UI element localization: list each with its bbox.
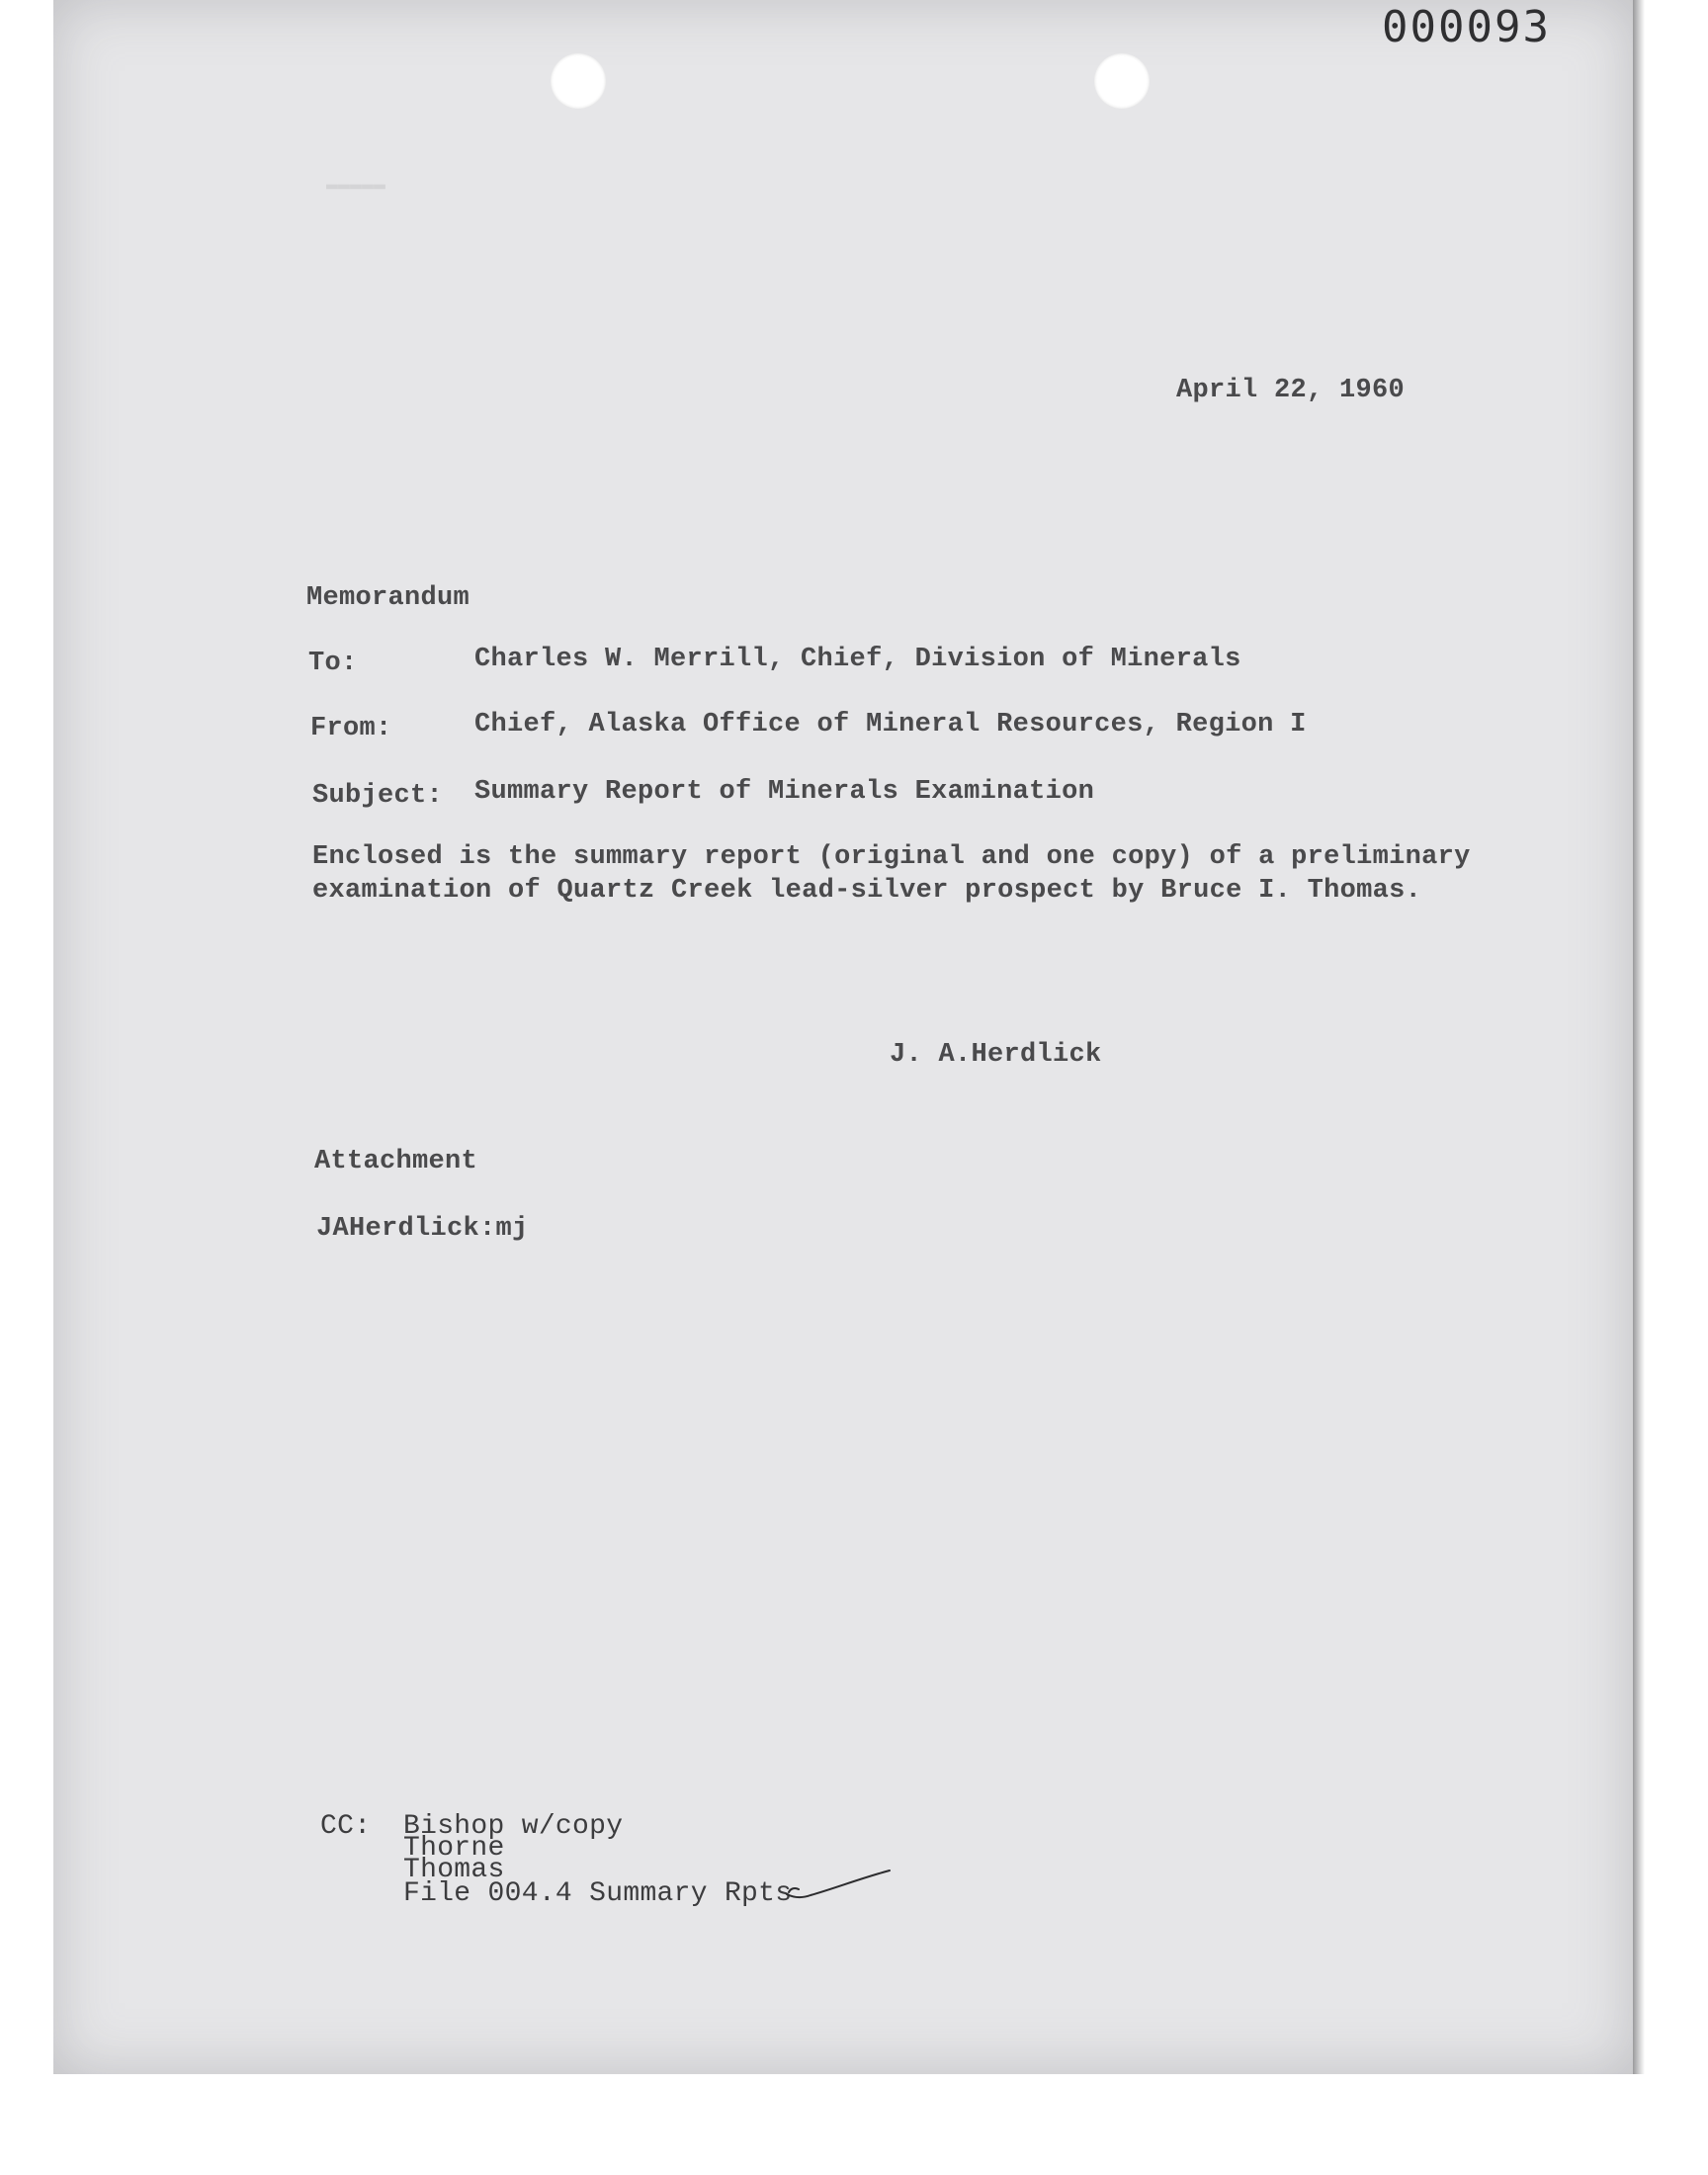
cc-item: Thomas (403, 1855, 505, 1885)
punch-hole-right (1094, 53, 1150, 109)
subject-label: Subject: (312, 781, 444, 811)
subject-value: Summary Report of Minerals Examination (474, 777, 1095, 807)
memo-heading: Memorandum (306, 583, 470, 613)
from-label: From: (310, 714, 392, 743)
to-value: Charles W. Merrill, Chief, Division of Minerals (474, 645, 1241, 674)
faint-bleed-through: ▬▬▬▬▬ (326, 174, 386, 197)
cc-item: Thorne (403, 1833, 505, 1864)
handwritten-check-mark (781, 1869, 899, 1908)
document-page (53, 0, 1633, 2074)
body-line-1: Enclosed is the summary report (original and one copy) of a preliminary (312, 842, 1471, 872)
page-edge-shadow (1633, 0, 1645, 2074)
cc-item: File 004.4 Summary Rpts (403, 1878, 793, 1909)
attachment-label: Attachment (314, 1147, 478, 1176)
memo-date: April 22, 1960 (1176, 376, 1406, 405)
page-number-stamp: 000093 (1382, 2, 1551, 52)
typist-initials: JAHerdlick:mj (316, 1214, 529, 1244)
signature: J. A.Herdlick (890, 1040, 1102, 1070)
punch-hole-left (551, 53, 606, 109)
from-value: Chief, Alaska Office of Mineral Resources, Region I (474, 710, 1307, 740)
to-label: To: (308, 649, 358, 678)
body-line-2: examination of Quartz Creek lead-silver prospect by Bruce I. Thomas. (312, 876, 1422, 906)
cc-item: Bishop w/copy (403, 1811, 624, 1842)
cc-label: CC: (320, 1811, 372, 1842)
